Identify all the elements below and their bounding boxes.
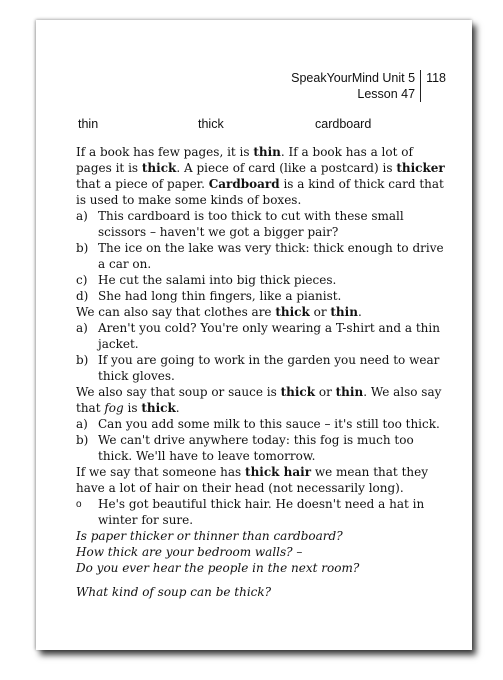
document-page [36,20,472,650]
question-1: Is paper thicker or thinner than cardboard? [76,529,343,543]
list-item: b) The ice on the lake was very thick: thick enough to drive a car on. [76,241,444,271]
vocab-word-cardboard: cardboard [315,117,372,131]
lesson-body [76,144,446,600]
page-number: 118 [426,71,446,85]
bullet-circle-icon: o [76,499,82,510]
list-item: a) This cardboard is too thick to cut with these small scissors – haven't we got a bigger pair? [76,209,404,239]
list-item: d) She had long thin fingers, like a pianist. [76,289,342,303]
intro-paragraph: If a book has few pages, it is thin. If a book has a lot of pages it is thick. A piece of card (like a postcard) is thicker that a piece of paper. Cardboard is a kind of thick card that is used to make some kinds of boxes. [76,145,445,207]
list-item: a) Can you add some milk to this sauce – it's still too thick. [76,417,440,431]
header-titles [291,70,420,102]
question-3: What kind of soup can be thick? [76,585,272,599]
examples-list-clothes [76,320,446,384]
lesson-title: Lesson 47 [357,87,416,101]
clothes-paragraph: We can also say that clothes are thick or thin. [76,305,362,319]
list-item: a) Aren't you cold? You're only wearing a T-shirt and a thin jacket. [76,321,440,351]
course-title: SpeakYourMind Unit 5 [291,71,416,85]
list-item: b) We can't drive anywhere today: this fog is much too thick. We'll have to leave tomorrow. [76,433,414,463]
list-item: c) He cut the salami into big thick pieces. [76,273,337,287]
vocab-word-thin: thin [78,117,99,131]
vocab-word-thick: thick [198,117,224,131]
page-header [291,70,446,102]
examples-list-hair [76,496,446,528]
list-item: b) If you are going to work in the garden you need to wear thick gloves. [76,353,440,383]
hair-paragraph: If we say that someone has thick hair we mean that they have a lot of hair on their head (not necessarily long). [76,465,428,495]
examples-list-soup [76,416,446,464]
list-item: o He's got beautiful thick hair. He doesn't need a hat in winter for sure. [76,497,425,527]
soup-paragraph: We also say that soup or sauce is thick or thin. We also say that fog is thick. [76,385,442,415]
question-2: How thick are your bedroom walls? – Do you ever hear the people in the next room? [76,545,360,575]
examples-list-cardboard [76,208,446,304]
